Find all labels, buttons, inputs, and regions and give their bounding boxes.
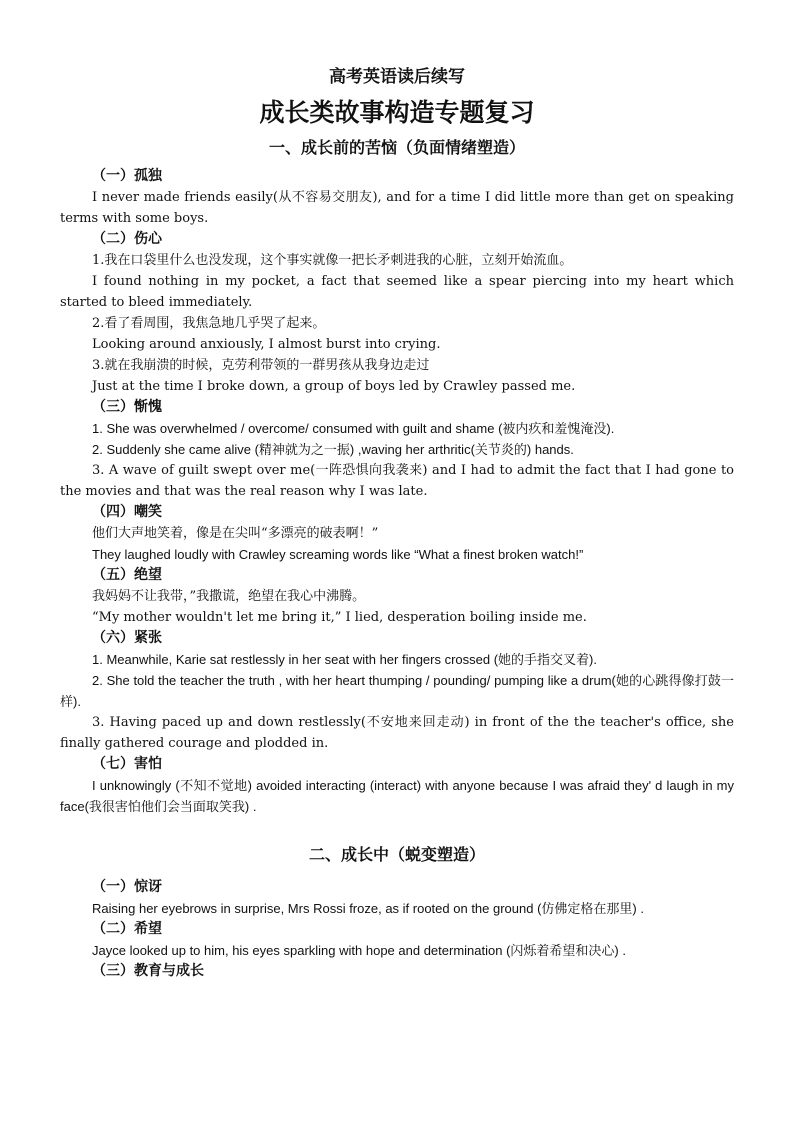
- paragraph: I never made friends easily(从不容易交朋友), and for a time I did little more than get on speaking terms with some boys.: [60, 190, 734, 226]
- doc-title: 高考英语读后续写: [329, 67, 465, 87]
- document-page: [60, 66, 734, 982]
- paragraph: 2. She told the teacher the truth , with her heart thumping / pounding/ pumping like a drum(她的心跳得像打鼓一样).: [60, 673, 734, 709]
- paragraph: 3. Having paced up and down restlessly(不安地来回走动) in front of the the teacher's office, she finally gathered courage and plodded in.: [60, 715, 734, 751]
- paragraph: 3. A wave of guilt swept over me(一阵恐惧向我袭来) and I had to admit the fact that I had gone to the movies and that was the real reason why I was late.: [60, 463, 734, 499]
- section-heading: 一、成长前的苦恼（负面情绪塑造）: [268, 138, 525, 157]
- subheading: （一）孤独: [92, 168, 162, 184]
- paragraph: Raising her eyebrows in surprise, Mrs Rossi froze, as if rooted on the ground (仿佛定格在那里) .: [92, 901, 644, 916]
- paragraph: Jayce looked up to him, his eyes sparkling with hope and determination (闪烁着希望和决心) .: [92, 943, 626, 958]
- section-heading: 二、成长中（蜕变塑造）: [308, 845, 485, 864]
- paragraph: 我妈妈不让我带，”我撒谎，绝望在我心中沸腾。: [92, 589, 366, 604]
- paragraph: 2. Suddenly she came alive (精神就为之一振) ,waving her arthritic(关节炎的) hands.: [92, 442, 574, 457]
- paragraph: I found nothing in my pocket, a fact that seemed like a spear piercing into my heart which started to bleed immediately.: [60, 274, 734, 310]
- paragraph: Just at the time I broke down, a group of boys led by Crawley passed me.: [92, 379, 576, 394]
- subheading: （二）希望: [92, 921, 162, 937]
- paragraph: 他们大声地笑着，像是在尖叫“多漂亮的破表啊！”: [92, 526, 379, 541]
- subheading: （五）绝望: [92, 567, 162, 583]
- paragraph: 1. Meanwhile, Karie sat restlessly in her seat with her fingers crossed (她的手指交叉着).: [92, 652, 598, 667]
- paragraph: 2.看了看周围，我焦急地几乎哭了起来。: [92, 316, 326, 331]
- paragraph: Looking around anxiously, I almost burst into crying.: [92, 337, 441, 352]
- paragraph: They laughed loudly with Crawley screaming words like “What a finest broken watch!”: [92, 547, 584, 562]
- subheading: （三）惭愧: [92, 399, 162, 415]
- subheading: （二）伤心: [92, 231, 162, 247]
- subheading: （三）教育与成长: [92, 963, 204, 979]
- subheading: （七）害怕: [92, 756, 162, 772]
- subheading: （六）紧张: [92, 630, 162, 646]
- paragraph: I unknowingly (不知不觉地) avoided interacting (interact) with anyone because I was afraid they' d laugh in my face(我很害怕他们会当面取笑我) .: [60, 778, 734, 814]
- paragraph: “My mother wouldn't let me bring it,” I lied, desperation boiling inside me.: [92, 610, 587, 625]
- subheading: （一）惊讶: [92, 879, 162, 895]
- paragraph: 1.我在口袋里什么也没发现，这个事实就像一把长矛刺进我的心脏，立刻开始流血。: [92, 253, 573, 268]
- subheading: （四）嘲笑: [92, 504, 162, 520]
- paragraph: 3.就在我崩溃的时候，克劳利带领的一群男孩从我身边走过: [92, 358, 430, 373]
- paragraph: 1. She was overwhelmed / overcome/ consumed with guilt and shame (被内疚和羞愧淹没).: [92, 421, 615, 436]
- doc-subtitle: 成长类故事构造专题复习: [259, 98, 535, 127]
